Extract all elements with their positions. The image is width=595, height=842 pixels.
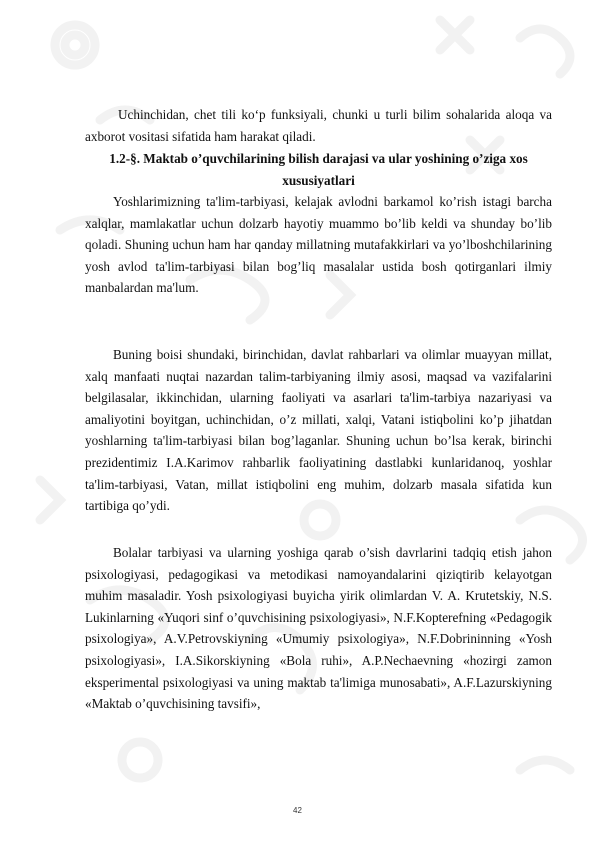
section-heading: 1.2-§. Maktab o’quvchilarining bilish darajasi va ular yoshining o’ziga xos xususiyatlari xyxy=(109,151,528,188)
page-number: 42 xyxy=(293,806,302,815)
paragraph-reasons: Buning boisi shundaki, birinchidan, davlat rahbarlari va olimlar muayyan millat, xalq manfaati nuqtai nazardan talim-tarbiyaning ilmiy asosi, maqsad va vazifalarini belgilasalar, ikkinchidan, ularning faoliyati va asarlari ta'lim-tarbiya nazariyasi va amaliyotini boyitgan, uchinchidan, o’z millati, xalqi, Vatani istiqbolini ko’p jihatdan yoshlarning ta'lim-tarbiyasi bilan bog’laganlar. Shuning uchun bo’lsa kerak, birinchi prezidentimiz I.A.Karimov rahbarlik faoliyatining dastlabki kunlaridanoq, yoshlar ta'lim-tarbiyasi, Vatan, millat istiqbolini eng muhim, dolzarb masala sifatida kun tartibiga qo’ydi. xyxy=(85,347,552,514)
paragraph-youth-education: Yoshlarimizning ta'lim-tarbiyasi, kelajak avlodni barkamol ko’rish istagi barcha xalqlar, mamlakatlar uchun dolzarb hayotiy muammo bo’lib keldi va shunday bo’lib qoladi. Shuning uchun ham har qanday millatning mutafakkirlari va yo’lboshchilarining yosh avlod ta'lim-tarbiyasi bilan bog’liq masalalar ustida bosh qotirganlari ilmiy manbalardan ma'lum. xyxy=(85,194,552,296)
paragraph-psychology-research: Bolalar tarbiyasi va ularning yoshiga qarab o’sish davrlarini tadqiq etish jahon psixologiyasi, pedagogikasi va metodikasi namoyandalarini qiziqtirib kelayotgan muhim masaladir. Yosh psixologiyasi buyicha yirik olimlardan V. A. Krutetskiy, N.S. Lukinlarning «Yuqori sinf o’quvchisining psixologiyasi», N.F.Kopterefning «Pedagogik psixologiya», A.V.Petrovskiyning «Umumiy psixologiya», N.F.Dobrininning «Yosh psixologiyasi», I.A.Sikorskiyning «Bola ruhi», A.P.Nechaevning «hozirgi zamon eksperimental psixologiyasi va uning maktab ta'limiga munosabati», A.F.Lazurskiyning «Maktab o’quvchisining tavsifi», xyxy=(85,545,552,712)
paragraph-intro: Uchinchidan, chet tili ko‘p funksiyali, chunki u turli bilim sohalarida aloqa va axborot vositasi sifatida ham harakat qiladi. xyxy=(85,107,552,144)
